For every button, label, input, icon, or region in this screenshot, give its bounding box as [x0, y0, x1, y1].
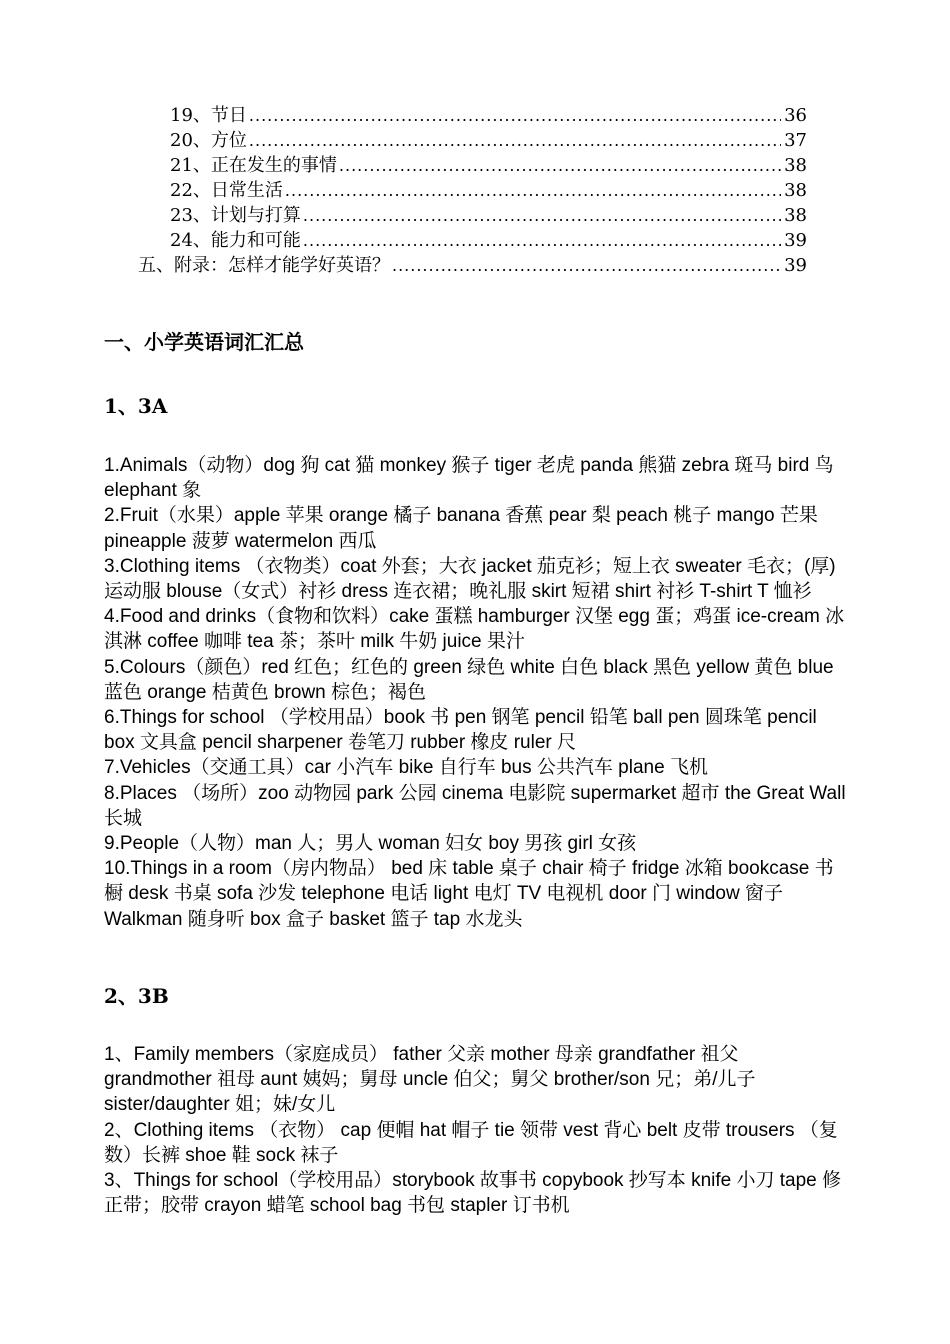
toc-leader-dots	[303, 228, 781, 253]
vocabulary-paragraph: 3、Things for school（学校用品）storybook 故事书 copybook 抄写本 knife 小刀 tape 修正带；胶带 crayon 蜡笔 school bag 书包 stapler 订书机	[104, 1170, 842, 1217]
toc-entry[interactable]	[0, 128, 950, 153]
toc-entry[interactable]	[0, 203, 950, 228]
vocabulary-section-3b	[104, 1042, 848, 1218]
toc-entry-page: 38	[784, 205, 807, 226]
toc-leader-dots	[392, 253, 781, 278]
vocabulary-paragraph: 7.Vehicles（交通工具）car 小汽车 bike 自行车 bus 公共汽车 plane 飞机	[104, 757, 708, 779]
vocabulary-paragraph: 8.Places （场所）zoo 动物园 park 公园 cinema 电影院 supermarket 超市 the Great Wall 长城	[104, 782, 846, 829]
vocabulary-paragraph: 6.Things for school （学校用品）book 书 pen 钢笔 pencil 铅笔 ball pen 圆珠笔 pencil box 文具盒 pencil sharpener 卷笔刀 rubber 橡皮 ruler 尺	[104, 707, 817, 754]
toc-entry-page: 39	[784, 255, 807, 276]
toc-entry-label: 五、附录：怎样才能学好英语？	[138, 255, 390, 276]
section-heading: 2、3B	[104, 984, 169, 1008]
toc-entry[interactable]	[0, 178, 950, 203]
vocabulary-paragraph: 3.Clothing items （衣物类）coat 外套；大衣 jacket 茄克衫；短上衣 sweater 毛衣；(厚)运动服 blouse（女式）衬衫 dress 连衣裙；晚礼服 skirt 短裙 shirt 衬衫 T-shirt T 恤衫	[104, 555, 836, 603]
vocabulary-paragraph: 9.People（人物）man 人；男人 woman 妇女 boy 男孩 girl 女孩	[104, 833, 637, 855]
vocabulary-paragraph: 2.Fruit（水果）apple 苹果 orange 橘子 banana 香蕉 pear 梨 peach 桃子 mango 芒果 pineapple 菠萝 watermelon 西瓜	[104, 505, 818, 552]
toc-entry-page: 36	[784, 105, 807, 126]
toc-entry[interactable]	[0, 228, 950, 253]
toc-leader-dots	[249, 103, 781, 128]
toc-leader-dots	[285, 178, 781, 203]
toc-entry-label: 23、计划与打算	[170, 205, 301, 226]
vocabulary-paragraph: 5.Colours（颜色）red 红色；红色的 green 绿色 white 白色 black 黑色 yellow 黄色 blue 蓝色 orange 桔黄色 brown 棕色；褐色	[104, 656, 834, 703]
vocabulary-paragraph: 2、Clothing items （衣物） cap 便帽 hat 帽子 tie 领带 vest 背心 belt 皮带 trousers （复数）长裤 shoe 鞋 sock 袜子	[104, 1119, 838, 1166]
toc-entry[interactable]	[0, 153, 950, 178]
vocabulary-paragraph: 4.Food and drinks（食物和饮料）cake 蛋糕 hamburger 汉堡 egg 蛋；鸡蛋 ice-cream 冰淇淋 coffee 咖啡 tea 茶；茶叶 milk 牛奶 juice 果汁	[104, 606, 845, 653]
toc-entry-label: 20、方位	[170, 130, 247, 151]
vocabulary-paragraph: 1.Animals（动物）dog 狗 cat 猫 monkey 猴子 tiger 老虎 panda 熊猫 zebra 斑马 bird 鸟 elephant 象	[104, 455, 834, 502]
toc-entry[interactable]	[0, 103, 950, 128]
toc-entry-page: 38	[784, 155, 807, 176]
toc-entry-page: 39	[784, 230, 807, 251]
toc-leader-dots	[249, 128, 781, 153]
section-heading: 1、3A	[104, 394, 168, 418]
toc-entry-label: 22、日常生活	[170, 180, 283, 201]
vocabulary-paragraph: 10.Things in a room（房内物品） bed 床 table 桌子 chair 椅子 fridge 冰箱 bookcase 书橱 desk 书桌 sofa 沙发 telephone 电话 light 电灯 TV 电视机 door 门 window 窗子 Walkman 随身听 box 盒子 basket 篮子 tap 水龙头	[104, 858, 834, 930]
main-heading: 一、小学英语词汇汇总	[104, 330, 304, 354]
toc-entry-label: 19、节日	[170, 105, 247, 126]
table-of-contents	[0, 103, 950, 278]
vocabulary-paragraph: 1、Family members（家庭成员） father 父亲 mother 母亲 grandfather 祖父 grandmother 祖母 aunt 姨妈；舅母 uncle 伯父；舅父 brother/son 兄；弟/儿子 sister/daughter 姐；妹/女儿	[104, 1044, 756, 1116]
toc-entry-label: 24、能力和可能	[170, 230, 301, 251]
toc-entry-page: 38	[784, 180, 807, 201]
toc-entry-page: 37	[784, 130, 807, 151]
toc-entry[interactable]	[0, 253, 950, 278]
vocabulary-section-3a	[104, 453, 848, 932]
toc-leader-dots	[303, 203, 781, 228]
toc-entry-label: 21、正在发生的事情	[170, 155, 337, 176]
toc-leader-dots	[339, 153, 781, 178]
